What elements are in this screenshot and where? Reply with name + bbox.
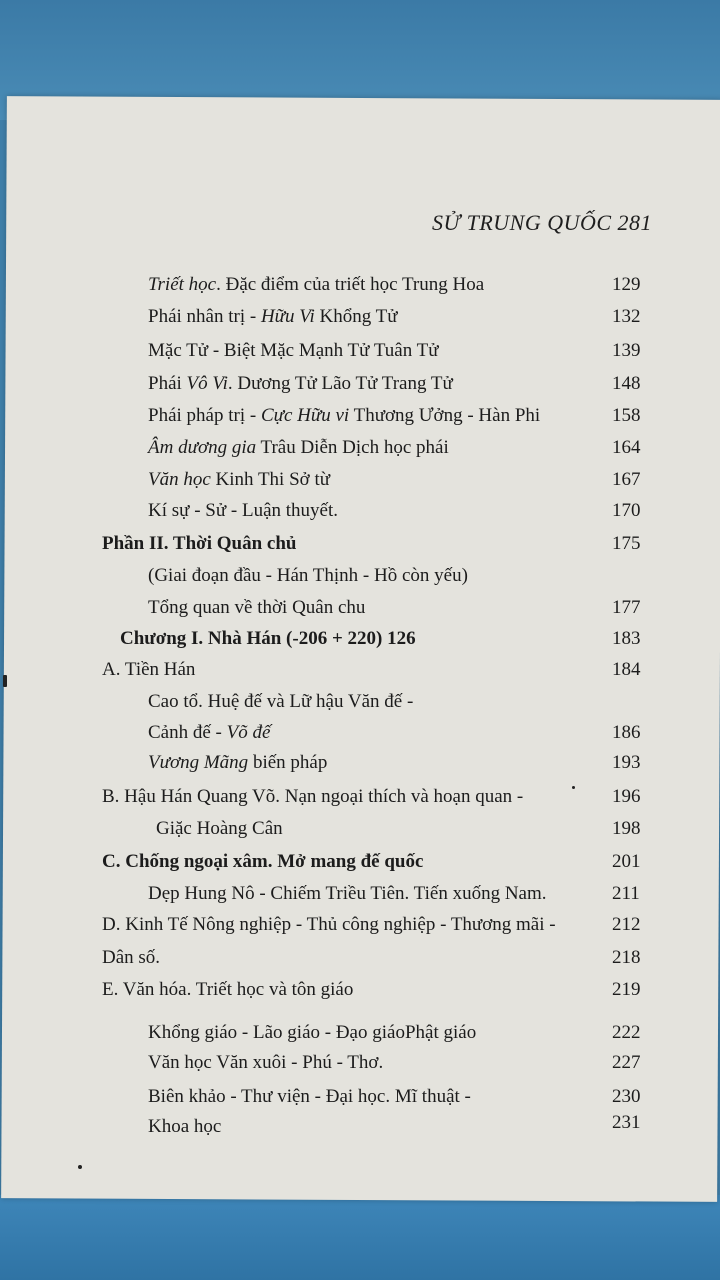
- toc-entry-title: [148, 1022, 476, 1044]
- toc-entry-page: 175: [612, 533, 641, 554]
- toc-entry-text: Kí sự - Sử - Luận thuyết.: [148, 500, 338, 521]
- toc-entry-page: 183: [612, 628, 641, 649]
- toc-entry-title: [148, 565, 468, 587]
- toc-entry-text: Tổng quan về thời Quân chu: [148, 597, 366, 618]
- toc-entry-title: [102, 533, 296, 555]
- toc-entry-title: [102, 979, 353, 1001]
- toc-entry-text: Mặc Tử - Biệt Mặc Mạnh Tử Tuân Tử: [148, 340, 439, 361]
- toc-entry-text: Hữu Vi: [260, 306, 315, 327]
- toc-entry-text: Thương Ưởng - Hàn Phi: [349, 405, 541, 426]
- toc-entry-text: Khổng Tử: [314, 306, 398, 327]
- toc-entry-title: [148, 1116, 221, 1138]
- toc-entry-page: 170: [612, 500, 641, 521]
- toc-entry-text: Cảnh đế -: [148, 722, 227, 743]
- toc-entry-title: [148, 1086, 471, 1108]
- toc-entry-text: biến pháp: [248, 752, 328, 773]
- speck: [3, 675, 7, 687]
- toc-entry-text: Âm dương gia: [148, 437, 257, 458]
- toc-entry-text: Phái: [148, 373, 187, 394]
- toc-entry-page: 201: [612, 851, 641, 872]
- toc-entry-text: Phái pháp trị -: [148, 405, 261, 426]
- toc-entry-title: [148, 883, 547, 905]
- toc-entry-page: 167: [612, 469, 641, 490]
- toc-entry-title: [148, 306, 398, 328]
- toc-entry-text: Khoa học: [148, 1116, 222, 1137]
- toc-entry-text: Trâu Diễn Dịch học phái: [256, 437, 449, 458]
- toc-entry-page: 177: [612, 597, 641, 618]
- toc-entry-page: 129: [612, 274, 641, 295]
- toc-entry-text: Văn học Văn xuôi - Phú - Thơ.: [148, 1052, 384, 1073]
- toc-entry-text: Phái nhân trị -: [148, 306, 261, 327]
- toc-entry-page: 218: [612, 947, 641, 968]
- toc-entry-page: 196: [612, 786, 641, 807]
- toc-entry-title: [148, 722, 270, 744]
- toc-entry-text: Văn học: [148, 469, 211, 490]
- toc-entry-text: Dân số.: [102, 947, 161, 968]
- toc-entry-text: . Đặc điểm của triết học Trung Hoa: [216, 274, 485, 295]
- toc-entry-title: [102, 786, 523, 808]
- toc-entry-text: Biên khảo - Thư viện - Đại học. Mĩ thuật -: [148, 1086, 471, 1107]
- toc-entry-title: [148, 691, 413, 713]
- toc-entry-title: [148, 469, 330, 491]
- toc-entry-page: 132: [612, 306, 641, 327]
- toc-entry-title: [148, 1052, 383, 1074]
- toc-entry-title: [148, 340, 439, 362]
- toc-entry-page: 222: [612, 1022, 641, 1043]
- toc-entry-text: Cao tổ. Huệ đế và Lữ hậu Văn đế -: [148, 691, 414, 712]
- toc-entry-title: [148, 274, 484, 296]
- toc-entry-text: Dẹp Hung Nô - Chiếm Triều Tiên. Tiến xuống Nam.: [148, 883, 547, 904]
- toc-entry-text: Võ đế: [226, 722, 271, 743]
- speck: [78, 1165, 82, 1169]
- toc-entry-title: [148, 597, 365, 619]
- toc-entry-text: . Dương Tử Lão Tử Trang Tử: [227, 373, 453, 394]
- background-bottom: [0, 1195, 720, 1280]
- toc-entry-text: Kinh Thi Sở từ: [210, 469, 331, 490]
- page-number: 281: [617, 210, 653, 235]
- toc-entry-text: Vương Mãng: [148, 752, 249, 773]
- toc-entry-text: Vô Vi: [186, 373, 228, 394]
- toc-entry-title: [102, 851, 423, 873]
- toc-entry-page: 184: [612, 659, 641, 680]
- toc-entry-page: 198: [612, 818, 641, 839]
- toc-entry-page: 193: [612, 752, 641, 773]
- toc-entry-title: [102, 914, 556, 936]
- toc-entry-page: 230: [612, 1086, 641, 1107]
- toc-entry-page: 219: [612, 979, 641, 1000]
- toc-entry-title: [120, 628, 416, 650]
- toc-entry-text: B. Hậu Hán Quang Võ. Nạn ngoại thích và hoạn quan -: [102, 786, 524, 807]
- toc-entry-text: Giặc Hoàng Cân: [156, 818, 283, 839]
- toc-entry-page: 212: [612, 914, 641, 935]
- toc-entry-text: Chương I. Nhà Hán (-206 + 220) 126: [120, 628, 416, 649]
- toc-entry-page: 148: [612, 373, 641, 394]
- toc-entry-page: 227: [612, 1052, 641, 1073]
- running-header: [432, 210, 652, 236]
- toc-entry-page: 231: [612, 1112, 641, 1133]
- toc-entry-title: [148, 373, 453, 395]
- toc-entry-title: [148, 405, 540, 427]
- toc-entry-title: [156, 818, 283, 840]
- toc-entry-text: E. Văn hóa. Triết học và tôn giáo: [102, 979, 354, 1000]
- toc-entry-text: (Giai đoạn đầu - Hán Thịnh - Hồ còn yếu): [148, 565, 468, 586]
- toc-entry-title: [102, 659, 195, 681]
- toc-entry-text: Cực Hữu vi: [260, 405, 350, 426]
- toc-entry-title: [148, 752, 327, 774]
- toc-entry-text: C. Chống ngoại xâm. Mở mang đế quốc: [102, 851, 424, 872]
- speck: [572, 786, 575, 789]
- toc-entry-page: 164: [612, 437, 641, 458]
- toc-entry-text: Phần II. Thời Quân chủ: [102, 533, 297, 554]
- book-title: SỬ TRUNG QUỐC: [432, 210, 612, 235]
- toc-entry-text: Khổng giáo - Lão giáo - Đạo giáoPhật giáo: [148, 1022, 477, 1043]
- toc-entry-page: 139: [612, 340, 641, 361]
- toc-entry-page: 186: [612, 722, 641, 743]
- toc-entry-title: [102, 947, 160, 969]
- toc-entry-title: [148, 500, 338, 522]
- toc-entry-text: Triết học: [148, 274, 217, 295]
- toc-entry-title: [148, 437, 449, 459]
- toc-entry-text: A. Tiền Hán: [102, 659, 196, 680]
- toc-entry-text: D. Kinh Tế Nông nghiệp - Thủ công nghiệp - Thương mãi -: [102, 914, 556, 935]
- toc-entry-page: 211: [612, 883, 640, 904]
- toc-entry-page: 158: [612, 405, 641, 426]
